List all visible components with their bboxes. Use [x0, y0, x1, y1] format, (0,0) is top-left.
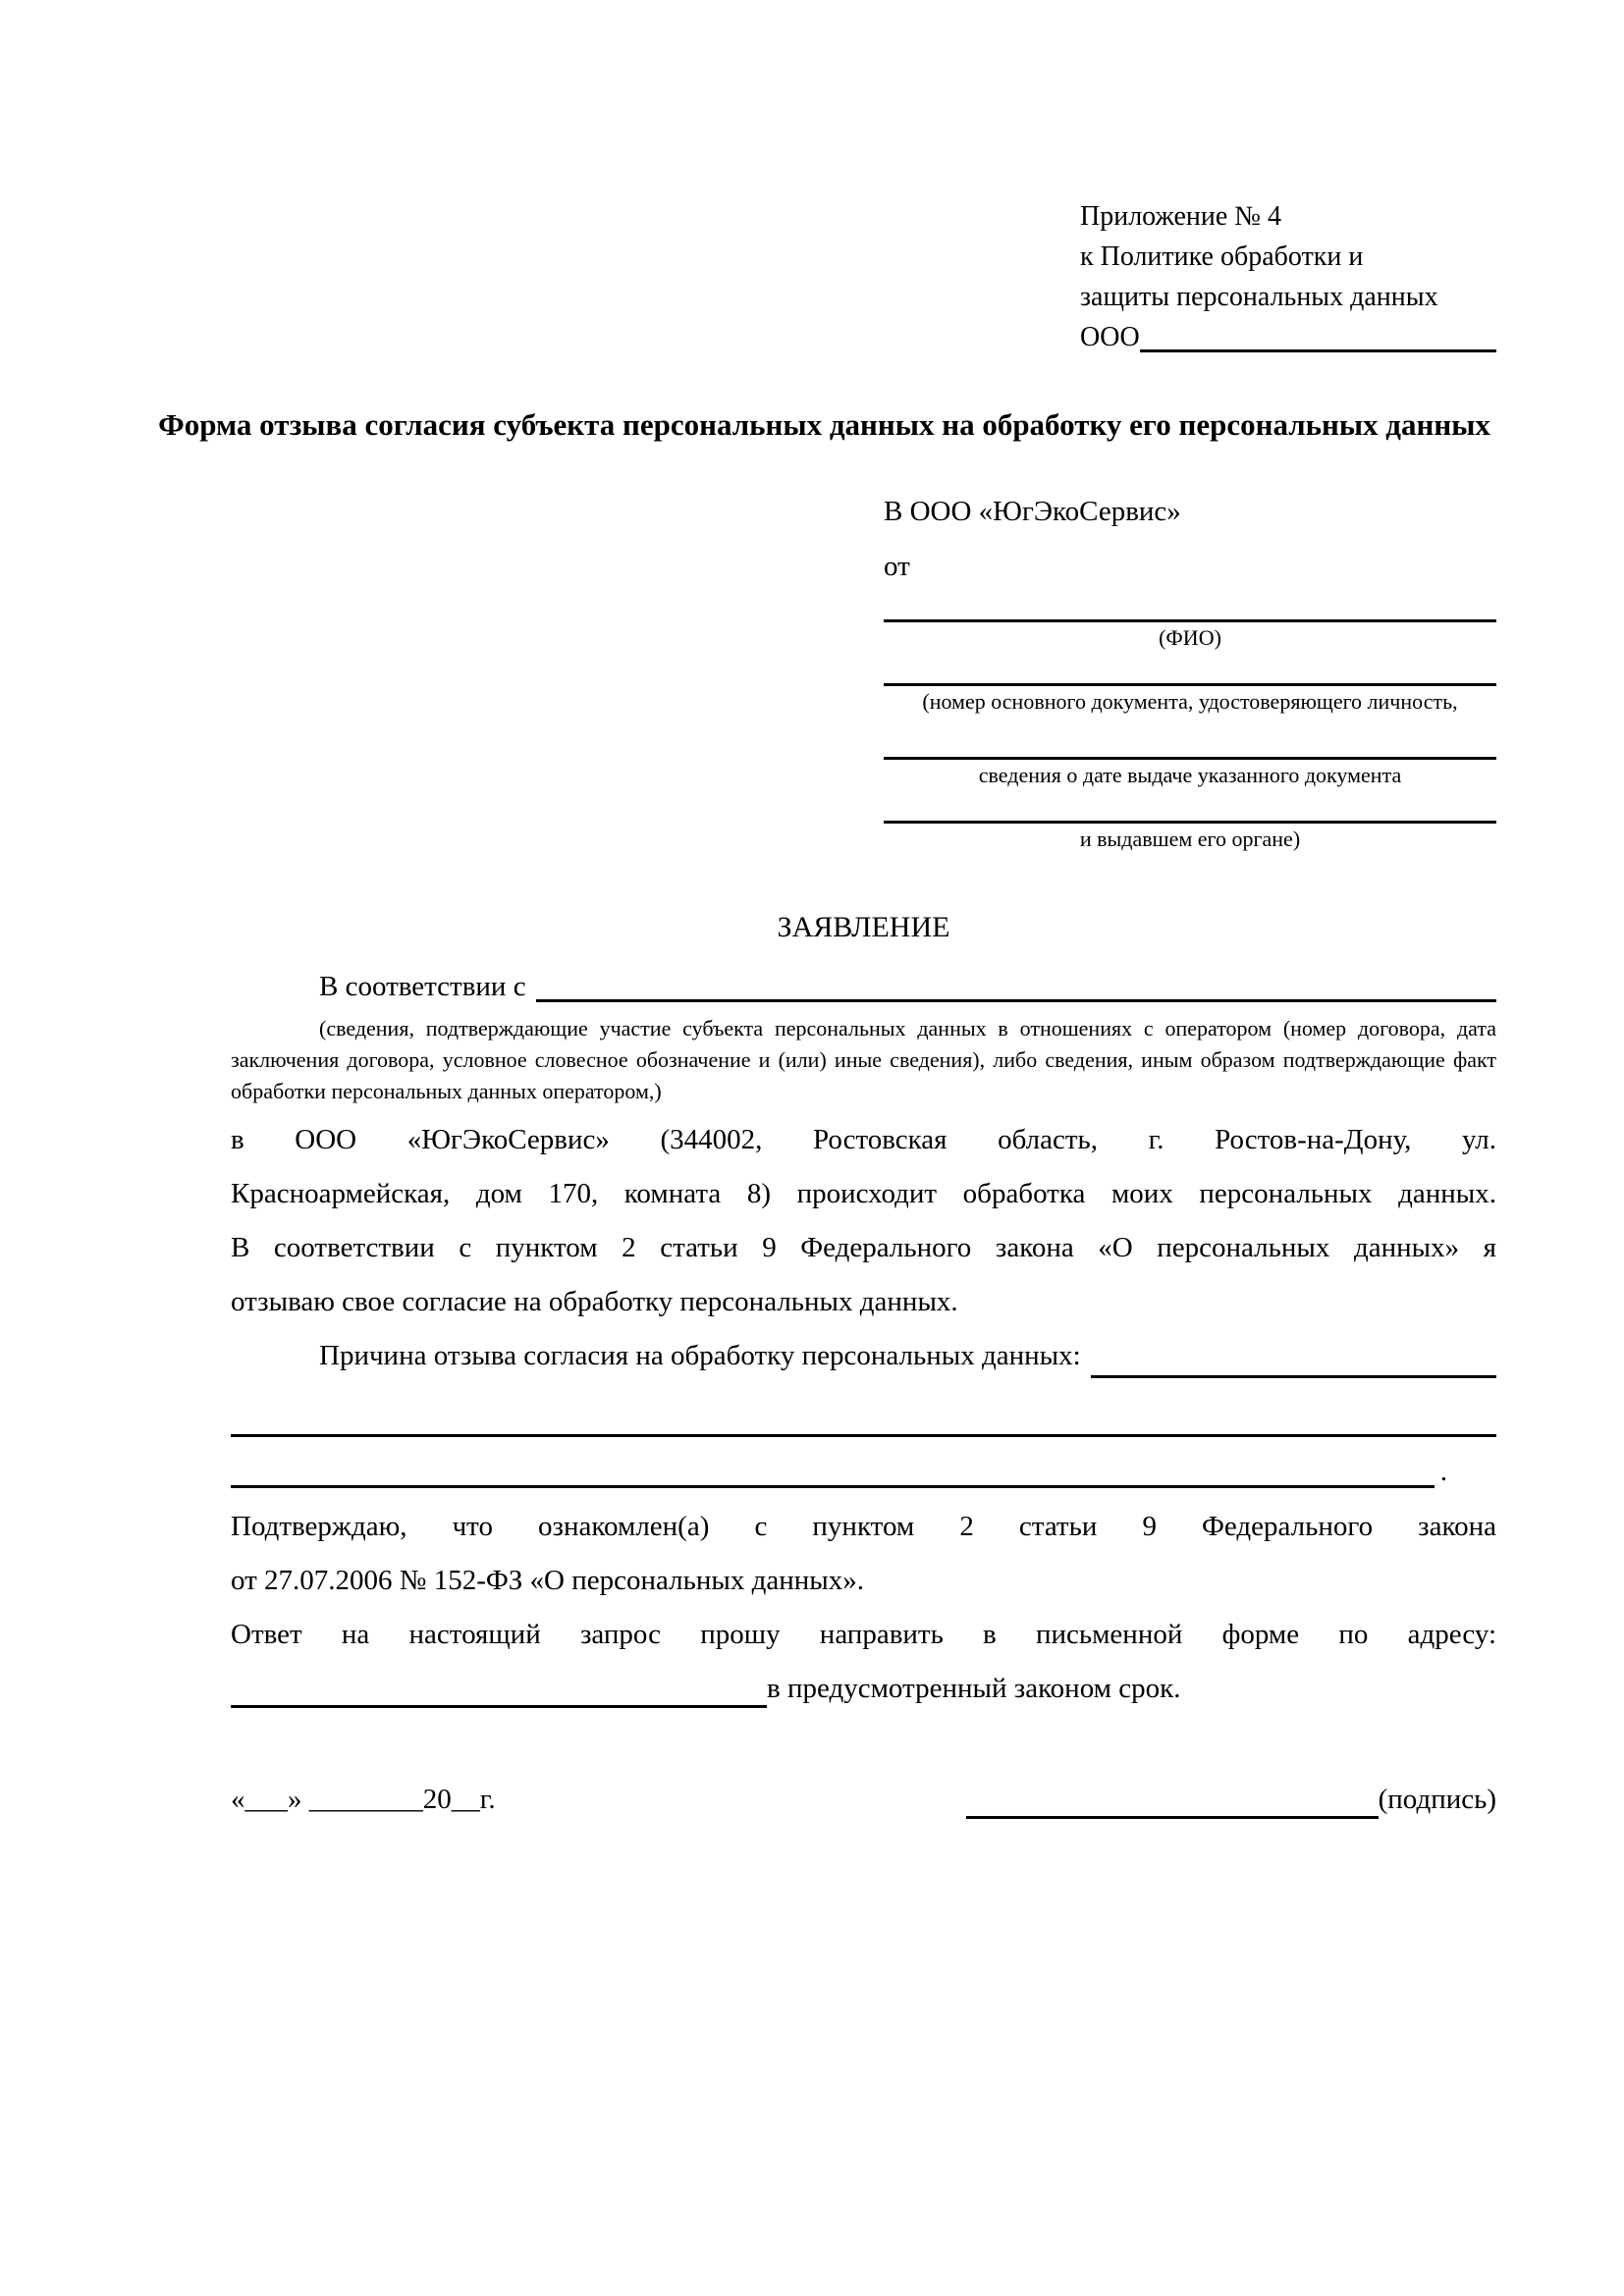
reason-row	[231, 1329, 1496, 1383]
addressee-field-fio	[884, 587, 1496, 651]
reply-address-blank-line	[231, 1705, 767, 1708]
company-name-row	[1080, 317, 1496, 357]
statement-body	[231, 1113, 1496, 1329]
addressee-field-issue-date	[884, 715, 1496, 788]
addressee-field-document-number	[884, 651, 1496, 715]
intro-prefix: В соответствии с	[319, 971, 526, 1002]
reply-address-row	[231, 1662, 1496, 1716]
addressee-to: В ООО «ЮгЭкоСервис»	[884, 496, 1181, 527]
date-blank: «___» ________20__г.	[231, 1784, 496, 1815]
fio-caption: (ФИО)	[1159, 625, 1221, 650]
issuing-authority-blank-line	[884, 788, 1496, 824]
company-name-blank-line	[1140, 317, 1496, 352]
fio-blank-line	[884, 587, 1496, 622]
appendix-header	[1080, 196, 1496, 357]
appendix-header-line: Приложение № 4	[1080, 201, 1281, 232]
signature-area	[966, 1773, 1496, 1827]
addressee-block	[884, 491, 1496, 852]
intro-row	[231, 966, 1496, 1007]
intro-blank-line	[536, 966, 1496, 1002]
intro-note-line: (сведения, подтверждающие участие субъекта персональных данных в отношениях с оператором (номер договора, дата	[319, 1016, 1496, 1041]
confirmation-line: от 27.07.2006 № 152-ФЗ «О персональных данных».	[231, 1565, 865, 1596]
issue-date-blank-line	[884, 715, 1496, 760]
issuing-authority-caption: и выдавшем его органе)	[1079, 827, 1301, 851]
signature-caption: (подпись)	[1378, 1784, 1496, 1815]
signature-blank-line	[966, 1816, 1379, 1819]
intro-note-line: заключения договора, условное словесное обозначение и (или) иные сведения), либо сведения, иным образом подтверждающие факт	[231, 1047, 1496, 1072]
reason-blank-line-3-rule	[231, 1485, 1435, 1488]
reason-blank-line-2	[231, 1393, 1496, 1437]
document-number-caption: (номер основного документа, удостоверяющего личность,	[922, 689, 1458, 714]
confirmation-paragraph	[231, 1500, 1496, 1608]
statement-heading: ЗАЯВЛЕНИЕ	[777, 911, 950, 943]
company-prefix: ООО	[1080, 322, 1140, 352]
statement-body-line: В соответствии с пунктом 2 статьи 9 Федерального закона «О персональных данных» я	[231, 1232, 1496, 1263]
reason-label: Причина отзыва согласия на обработку персональных данных:	[319, 1340, 1081, 1371]
statement-body-line: в ООО «ЮгЭкоСервис» (344002, Ростовская область, г. Ростов-на-Дону, ул.	[231, 1124, 1496, 1155]
reason-period: .	[1439, 1456, 1447, 1487]
confirmation-line: Подтверждаю, что ознакомлен(а) с пунктом 2 статьи 9 Федерального закона	[231, 1511, 1496, 1542]
addressee-from-label: от	[884, 551, 910, 582]
form-title: Форма отзыва согласия субъекта персональных данных на обработку его персональных данных	[158, 407, 1490, 442]
issue-date-caption: сведения о дате выдаче указанного документа	[978, 763, 1402, 787]
statement-body-line: Красноармейская, дом 170, комната 8) происходит обработка моих персональных данных.	[231, 1178, 1496, 1209]
appendix-header-line: к Политике обработки и	[1080, 241, 1364, 272]
appendix-header-line: защиты персональных данных	[1080, 282, 1438, 312]
footer-row	[231, 1773, 1496, 1827]
reply-paragraph: Ответ на настоящий запрос прошу направить в письменной форме по адресу:	[231, 1619, 1496, 1650]
intro-note	[231, 1013, 1496, 1107]
reason-blank-line	[1091, 1329, 1496, 1378]
intro-note-line: обработки персональных данных оператором,)	[231, 1079, 662, 1103]
reason-blank-line-3	[231, 1437, 1496, 1488]
document-number-blank-line	[884, 651, 1496, 686]
addressee-field-issuing-authority	[884, 788, 1496, 852]
statement-body-line: отзываю свое согласие на обработку персональных данных.	[231, 1286, 958, 1317]
reply-suffix: в предусмотренный законом срок.	[767, 1673, 1181, 1704]
